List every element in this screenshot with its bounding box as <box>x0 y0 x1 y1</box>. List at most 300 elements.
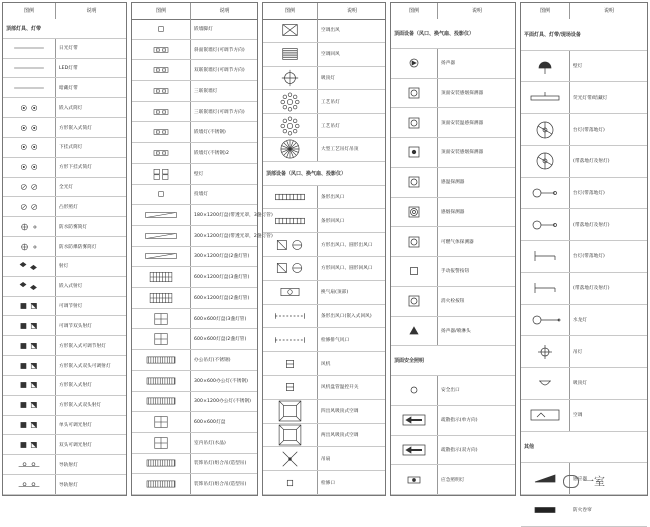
legend-symbol <box>132 288 190 308</box>
legend-description: 条形回风口 <box>321 218 345 224</box>
legend-table-5 <box>520 2 648 514</box>
legend-symbol <box>132 474 190 494</box>
legend-description: 手动报警按钮 <box>441 269 470 275</box>
legend-description: 三联嵌墙灯 <box>194 88 218 94</box>
legend-row <box>263 233 385 257</box>
legend-row <box>263 19 385 43</box>
legend-description: 嵌入式筒灯 <box>59 105 83 111</box>
legend-description: 方形回风口、圆形回风口 <box>321 266 373 272</box>
legend-table-2 <box>131 2 273 496</box>
legend-row <box>521 241 647 273</box>
legend-description: (带落地灯及射灯) <box>573 159 610 165</box>
legend-description: 吊扇 <box>321 456 331 462</box>
sq-ring-icon <box>392 200 436 224</box>
cross-circle-icon <box>7 238 51 256</box>
header-symbol: 图例 <box>408 8 419 14</box>
legend-description: 导轨射灯 <box>59 482 78 488</box>
long-rect-icon <box>139 226 183 245</box>
legend-row <box>3 277 126 297</box>
legend-symbol <box>263 424 317 447</box>
legend-description: 条形出风口 <box>321 194 345 200</box>
legend-description: 可调节射灯 <box>59 304 83 310</box>
legend-symbol <box>263 281 317 304</box>
legend-description: 三联嵌墙灯(可调节方向) <box>194 109 245 115</box>
legend-description: 600×600灯盘(2盏灯管) <box>194 337 247 343</box>
watermark-logo <box>563 473 605 489</box>
legend-row <box>132 143 257 164</box>
legend-row <box>391 49 515 79</box>
table-header <box>3 3 126 20</box>
legend-description: 壁灯 <box>573 64 583 70</box>
light-a-icon <box>392 378 436 402</box>
legend-row <box>263 209 385 233</box>
legend-symbol <box>3 198 55 217</box>
legend-description: (带落地灯及射灯) <box>573 222 610 228</box>
legend-description: 换气扇(顶部) <box>321 290 349 296</box>
hatch-rect-icon <box>139 351 183 370</box>
section-heading <box>521 432 647 464</box>
rect-icon <box>139 144 183 163</box>
legend-description: 空调回风 <box>321 52 340 58</box>
sq-circle-icon <box>392 81 436 105</box>
small-square-icon <box>139 185 183 204</box>
legend-description: 感应器 <box>573 476 588 482</box>
hatch-rect-icon <box>139 371 183 390</box>
legend-row <box>521 368 647 400</box>
legend-row <box>132 267 257 288</box>
legend-symbol <box>3 475 55 494</box>
legend-symbol <box>391 227 437 256</box>
circle-pair-icon <box>7 119 51 137</box>
legend-description: 扬声器 <box>441 61 456 67</box>
tube-icon <box>523 86 567 110</box>
legend-symbol <box>132 60 190 80</box>
legend-symbol <box>391 406 437 435</box>
legend-description: 顶面安装感烟探测器 <box>441 150 484 156</box>
legend-symbol <box>132 40 190 60</box>
legend-row <box>132 205 273 226</box>
sq-dot-icon <box>392 140 436 164</box>
legend-row <box>3 158 126 178</box>
legend-symbol <box>521 368 569 399</box>
chat-bubble-icon <box>563 475 579 488</box>
legend-row <box>3 436 126 456</box>
legend-table-1 <box>2 2 127 496</box>
sq-circle-icon <box>392 170 436 194</box>
black-bar-icon <box>523 498 567 522</box>
header-description: 说明 <box>346 8 357 14</box>
spot-pair-icon <box>7 178 51 196</box>
section-heading <box>391 346 515 376</box>
legend-symbol <box>263 400 317 423</box>
section-heading <box>521 19 647 51</box>
legend-row <box>263 424 385 448</box>
legend-symbol <box>391 436 437 465</box>
legend-symbol <box>391 465 437 494</box>
header-symbol: 图例 <box>23 8 34 14</box>
legend-description: 方形出风口、圆形出风口 <box>321 242 373 248</box>
legend-row <box>132 350 257 371</box>
legend-symbol <box>521 178 569 209</box>
legend-symbol <box>3 237 55 256</box>
legend-row <box>263 281 385 305</box>
legend-symbol <box>391 79 437 108</box>
legend-description: 双头可调光射灯 <box>59 442 92 448</box>
legend-description: 感烟探测器 <box>441 209 465 215</box>
hatch-rect-icon <box>139 392 183 411</box>
legend-row <box>3 138 126 158</box>
table-header <box>263 3 385 20</box>
legend-description: 工艺吊灯 <box>321 99 340 105</box>
box-small-icon <box>268 376 312 398</box>
legend-description: 导轨射灯 <box>59 462 78 468</box>
legend-symbol <box>521 463 569 494</box>
dark-pair-icon <box>7 436 51 454</box>
floor-lamp-icon <box>523 213 567 237</box>
legend-description: 嵌墙灯(不锈钢)2 <box>194 151 229 157</box>
header-symbol: 图例 <box>155 8 166 14</box>
legend-description: 装饰吊灯(组合吊/造型吊) <box>194 461 247 467</box>
legend-description: 顶面安装感烟探测器 <box>441 90 484 96</box>
legend-symbol <box>3 376 55 395</box>
sq-circle-icon <box>392 230 436 254</box>
legend-row <box>391 168 515 198</box>
legend-description: 壁灯 <box>194 171 204 177</box>
legend-symbol <box>132 350 190 370</box>
legend-symbol <box>3 317 55 336</box>
legend-symbol <box>391 287 437 316</box>
legend-symbol <box>3 118 55 137</box>
legend-row <box>521 82 647 114</box>
rect-icon <box>139 61 183 80</box>
radial-icon <box>268 138 312 160</box>
grid-square-icon <box>139 330 183 349</box>
legend-description: 射灯 <box>59 264 69 270</box>
legend-description: 台灯(带落地灯) <box>573 127 605 133</box>
legend-symbol <box>132 247 190 267</box>
legend-row <box>3 79 126 99</box>
legend-symbol <box>3 98 55 117</box>
logo-text: 一室 <box>583 475 605 488</box>
legend-symbol <box>132 164 190 184</box>
legend-symbol <box>521 209 569 240</box>
box-lines-icon <box>268 43 312 65</box>
legend-description: 空调 <box>573 413 583 419</box>
grid-square-icon <box>139 413 183 432</box>
legend-description: 疏散指示(单方向) <box>441 418 478 424</box>
header-symbol: 图例 <box>284 8 295 14</box>
triangle-icon <box>392 319 436 343</box>
line-icon <box>7 79 51 97</box>
dark-pair-icon <box>7 357 51 375</box>
legend-row <box>391 138 515 168</box>
line-icon <box>7 59 51 77</box>
legend-description: 吸顶灯 <box>321 75 336 81</box>
legend-symbol <box>3 178 55 197</box>
legend-symbol <box>521 336 569 367</box>
legend-description: 感温探测器 <box>441 180 465 186</box>
legend-row <box>263 328 385 352</box>
box-x-icon <box>268 19 312 41</box>
legend-description: 四出风吸顶式空调 <box>321 409 359 415</box>
legend-description: 风机盘管温控开关 <box>321 385 359 391</box>
sq-circle-icon <box>392 111 436 135</box>
floor-lamp-icon <box>523 181 567 205</box>
quad-square-icon <box>139 164 183 183</box>
legend-description: 装饰吊灯(组合吊/造型吊) <box>194 482 247 488</box>
legend-symbol <box>263 67 317 90</box>
legend-description: 水龙灯 <box>573 317 588 323</box>
legend-description: 180×1200灯盘(带透光罩，3盏灯管) <box>194 213 273 219</box>
cassette-icon <box>268 400 312 422</box>
legend-row <box>521 51 647 83</box>
legend-symbol <box>132 267 190 287</box>
legend-row <box>263 90 385 114</box>
legend-description: 消火栓按钮 <box>441 299 465 305</box>
legend-row <box>3 98 126 118</box>
legend-description: 台灯(带落地灯) <box>573 191 605 197</box>
legend-description: 300×1200灯盘(带透光罩，2盏灯管) <box>194 233 273 239</box>
legend-symbol <box>3 436 55 455</box>
legend-row <box>3 396 126 416</box>
legend-row <box>3 455 126 475</box>
legend-description: 工艺吊灯 <box>321 123 340 129</box>
legend-symbol <box>132 185 190 205</box>
legend-symbol <box>521 51 569 82</box>
legend-description: 300×1200灯盘(2盏灯管) <box>194 254 250 260</box>
legend-description: 办公吊灯(不锈钢) <box>194 357 231 363</box>
target-icon <box>268 67 312 89</box>
pendant-icon <box>523 340 567 364</box>
circle-pair-icon <box>7 158 51 176</box>
legend-symbol <box>521 82 569 113</box>
legend-row <box>132 454 257 475</box>
legend-description: 方形嵌入式双头可调射灯 <box>59 363 111 369</box>
legend-symbol <box>263 90 317 113</box>
legend-symbol <box>132 205 190 225</box>
legend-row <box>263 447 385 471</box>
legend-description: 应急照明灯 <box>441 477 465 483</box>
dark-pair-icon <box>7 337 51 355</box>
legend-symbol <box>263 19 317 42</box>
legend-symbol <box>132 412 190 432</box>
legend-row <box>132 40 257 61</box>
section-heading <box>391 19 515 49</box>
legend-row <box>132 164 257 185</box>
legend-symbol <box>3 257 55 276</box>
header-symbol: 图例 <box>539 8 550 14</box>
legend-row <box>521 495 647 527</box>
section-title: 平面灯具、灯带/现场设备 <box>524 31 581 38</box>
star-icon <box>268 115 312 137</box>
legend-row <box>3 317 126 337</box>
legend-row <box>263 400 385 424</box>
legend-row <box>521 400 647 432</box>
legend-description: 大型工艺吊灯吊顶 <box>321 147 359 153</box>
legend-symbol <box>521 495 569 526</box>
header-description: 说明 <box>471 8 482 14</box>
ros-icon <box>7 257 51 275</box>
table-header <box>132 3 257 20</box>
legend-symbol <box>132 19 190 39</box>
rail-icon <box>7 456 51 474</box>
legend-symbol <box>132 454 190 474</box>
legend-description: 防火卷帘 <box>573 508 592 514</box>
header-description: 说明 <box>86 8 97 14</box>
legend-row <box>132 122 257 143</box>
legend-row <box>391 198 515 228</box>
legend-description: 荧光灯带/暗藏灯 <box>573 95 608 101</box>
legend-symbol <box>263 447 317 470</box>
star-icon <box>268 91 312 113</box>
legend-row <box>521 146 647 178</box>
box-small-icon <box>268 353 312 375</box>
legend-row <box>521 336 647 368</box>
legend-symbol <box>3 79 55 98</box>
legend-row <box>3 356 126 376</box>
legend-symbol <box>521 146 569 177</box>
legend-description: 吊灯 <box>573 349 583 355</box>
legend-symbol <box>391 317 437 346</box>
long-rect-icon <box>139 247 183 266</box>
legend-row <box>263 257 385 281</box>
hatch-rect-icon <box>139 454 183 473</box>
legend-row <box>132 288 257 309</box>
legend-row <box>263 186 385 210</box>
cassette-icon <box>268 424 312 446</box>
legend-row <box>132 412 257 433</box>
legend-description: 顶面安装温感探测器 <box>441 120 484 126</box>
legend-symbol <box>3 39 55 58</box>
legend-row <box>391 317 515 347</box>
legend-row <box>3 416 126 436</box>
legend-description: 嵌墙脚灯 <box>194 26 213 32</box>
rect-icon <box>139 102 183 121</box>
legend-description: 检修口 <box>321 480 336 486</box>
long-rect-icon <box>139 206 183 225</box>
vent-circle-icon <box>268 257 312 279</box>
legend-row <box>132 19 257 40</box>
legend-symbol <box>263 305 317 328</box>
legend-description: 600×1200灯盘(2盏灯管) <box>194 295 250 301</box>
legend-row <box>3 336 126 356</box>
hang-icon <box>268 448 312 470</box>
dots-row-icon <box>268 305 312 327</box>
small-square-icon <box>139 20 183 39</box>
legend-symbol <box>263 43 317 66</box>
legend-symbol <box>132 433 190 453</box>
legend-symbol <box>521 305 569 336</box>
dark-pair-icon <box>7 297 51 315</box>
legend-row <box>3 178 126 198</box>
legend-description: 日光灯带 <box>59 46 78 52</box>
legend-description: LED灯带 <box>59 66 78 72</box>
faucet-icon <box>523 276 567 300</box>
legend-symbol <box>391 108 437 137</box>
legend-symbol <box>132 392 190 412</box>
legend-description: 方形下挂式筒灯 <box>59 165 92 171</box>
legend-row <box>521 273 647 305</box>
legend-row <box>132 474 257 495</box>
legend-description: 可燃气体探测器 <box>441 239 474 245</box>
legend-row <box>521 305 647 337</box>
legend-row <box>132 81 257 102</box>
legend-symbol <box>3 416 55 435</box>
legend-row <box>3 376 126 396</box>
grid-rect-icon <box>139 268 183 287</box>
legend-symbol <box>391 49 437 78</box>
legend-row <box>521 114 647 146</box>
legend-row <box>263 43 385 67</box>
legend-description: 600×1200灯盘(3盏灯管) <box>194 275 250 281</box>
dark-pair-icon <box>7 317 51 335</box>
rect-icon <box>139 82 183 101</box>
legend-symbol <box>132 143 190 163</box>
legend-symbol <box>132 371 190 391</box>
legend-symbol <box>263 352 317 375</box>
circle-pair-icon <box>7 138 51 156</box>
speaker-icon <box>392 51 436 75</box>
legend-row <box>521 209 647 241</box>
light-b-icon <box>392 468 436 492</box>
legend-description: 条形出风口(嵌入式回风) <box>321 313 372 319</box>
sq-small-icon <box>392 259 436 283</box>
legend-row <box>391 436 515 466</box>
legend-row <box>132 247 257 268</box>
header-description: 说明 <box>219 8 230 14</box>
legend-description: 两出风吸顶式空调 <box>321 432 359 438</box>
legend-symbol <box>263 186 317 209</box>
legend-row <box>391 287 515 317</box>
legend-row <box>263 305 385 329</box>
legend-symbol <box>391 168 437 197</box>
legend-row <box>263 352 385 376</box>
ac-box-icon <box>523 403 567 427</box>
faucet-icon <box>523 244 567 268</box>
legend-symbol <box>521 241 569 272</box>
water-tap-icon <box>523 308 567 332</box>
legend-symbol <box>263 233 317 256</box>
legend-row <box>3 297 126 317</box>
legend-row <box>3 198 126 218</box>
legend-row <box>132 329 257 350</box>
legend-description: 风机 <box>321 361 331 367</box>
legend-symbol <box>132 309 190 329</box>
hatch-rect-icon <box>139 475 183 494</box>
legend-description: 投墙灯 <box>194 192 209 198</box>
legend-description: 双联嵌墙灯(可调节方向) <box>194 68 245 74</box>
legend-description: 嵌墙灯(不锈钢) <box>194 130 226 136</box>
legend-description: 空调出风 <box>321 28 340 34</box>
legend-symbol <box>391 138 437 167</box>
legend-row <box>132 433 257 454</box>
legend-description: 检修排气风口 <box>321 337 350 343</box>
legend-symbol <box>263 328 317 351</box>
legend-description: 300×600办公灯(不锈钢) <box>194 378 249 384</box>
legend-symbol <box>3 158 55 177</box>
rect-icon <box>139 40 183 59</box>
legend-description: 防水防雾筒灯 <box>59 224 88 230</box>
legend-description: 300×1200办公灯(不锈钢) <box>194 399 252 405</box>
legend-row <box>132 226 273 247</box>
grid-square-icon <box>139 309 183 328</box>
legend-symbol <box>132 329 190 349</box>
rail-icon <box>7 476 51 494</box>
legend-description: 暗藏灯带 <box>59 85 78 91</box>
ceil-fan-icon <box>523 118 567 142</box>
vent-rect-icon <box>268 210 312 232</box>
legend-symbol <box>263 114 317 137</box>
